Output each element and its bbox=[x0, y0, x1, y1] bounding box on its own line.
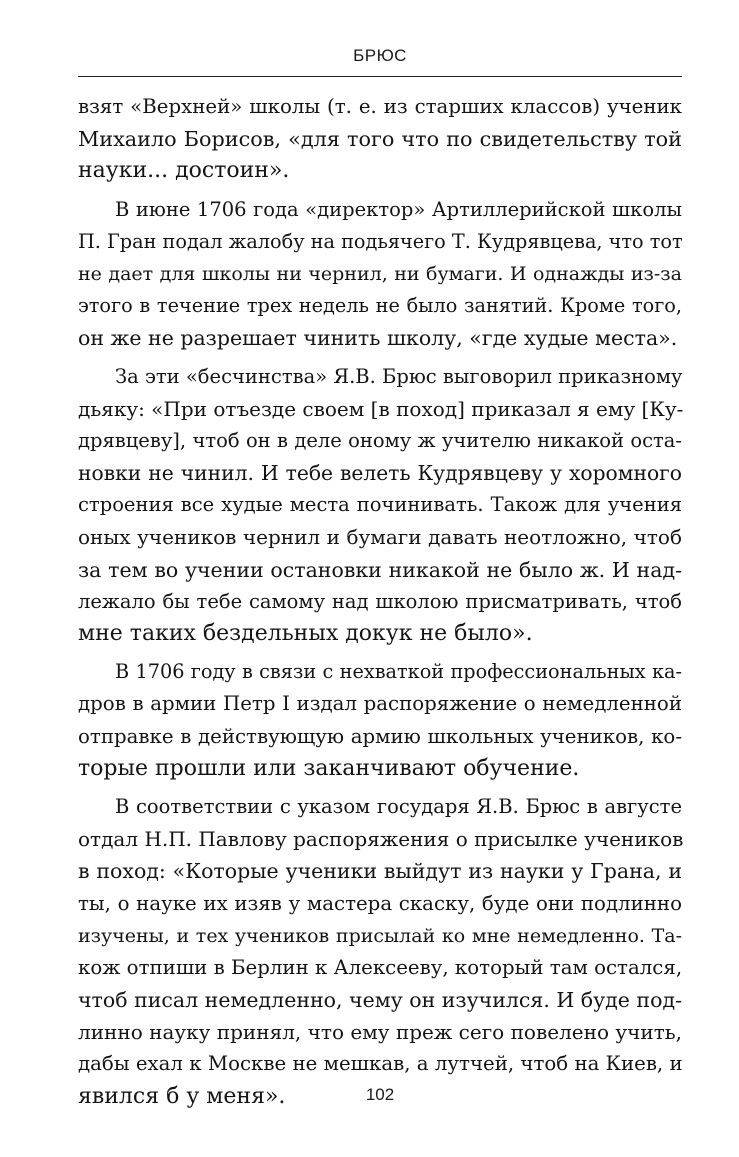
text-line: оных учеников чернил и бумаги давать неотложно, чтоб bbox=[78, 525, 682, 550]
text-line: ты, о науке их изяв у мастера скаску, буде они подлинно bbox=[78, 891, 682, 915]
text-line: дабы ехал к Москве не мешкав, а лутчей, чтоб на Киев, и bbox=[78, 1052, 683, 1076]
text-line: взят «Верхней» школы (т. е. из старших классов) ученик bbox=[78, 95, 682, 118]
text-line: отправке в действующую армию школьных учеников, ко- bbox=[78, 724, 682, 748]
text-line: чтоб писал немедленно, чему он изучился. И буде под- bbox=[78, 988, 682, 1013]
text-line: В июне 1706 года «директор» Артиллерийской школы bbox=[115, 197, 682, 221]
header-rule bbox=[78, 76, 682, 77]
text-line: новки не чинил. И тебе велеть Кудрявцеву у хоромного bbox=[78, 461, 682, 486]
text-line: этого в течение трех недель не было занятий. Кроме того, bbox=[78, 294, 682, 318]
paragraph bbox=[78, 361, 682, 651]
text-line: дьяку: «При отъезде своем [в поход] приказал я ему [Ку- bbox=[78, 396, 684, 421]
text-line: изучены, и тех учеников присылай ко мне немедленно. Та- bbox=[78, 924, 682, 947]
text-line: мне таких бездельных докук не было». bbox=[78, 621, 533, 646]
text-line: за тем во учении остановки никакой не было ж. И над- bbox=[78, 557, 682, 582]
text-line: в поход: «Которые ученики выйдут из науки у Грана, и bbox=[78, 859, 682, 884]
paragraph bbox=[78, 194, 682, 355]
running-title: БРЮС bbox=[353, 46, 407, 65]
text-line: лежало бы тебе самому над школою присматривать, чтоб bbox=[78, 589, 682, 613]
text-line: Михаило Борисов, «для того что по свидетельству той bbox=[78, 127, 682, 152]
text-line: В 1706 году в связи с нехваткой профессиональных ка- bbox=[115, 660, 682, 684]
text-line: линно науку принял, что ему преж сего повелено учить, bbox=[78, 1020, 682, 1045]
text-line: торые прошли или заканчивают обучение. bbox=[78, 755, 580, 781]
text-line: За эти «бесчинства» Я.В. Брюс выговорил приказному bbox=[115, 364, 683, 388]
page-number: 102 bbox=[365, 1085, 395, 1104]
text-line: дров в армии Петр I издал распоряжение о немедленной bbox=[78, 692, 682, 716]
text-line: отдал Н.П. Павлову распоряжения о присылке учеников bbox=[78, 827, 684, 852]
text-line: кож отпиши в Берлин к Алексееву, который там остался, bbox=[78, 955, 683, 979]
text-line: науки... достоин». bbox=[78, 158, 290, 184]
text-line: В соответствии с указом государя Я.В. Брюс в августе bbox=[115, 794, 682, 818]
text-line: явился б у меня». bbox=[78, 1083, 286, 1109]
text-line: строения все худые места починивать. Також для учения bbox=[78, 493, 682, 517]
body-text bbox=[78, 91, 682, 1113]
text-line: дрявцеву], чтоб он в деле оному ж учителю никакой оста- bbox=[78, 428, 682, 452]
paragraph bbox=[78, 656, 682, 785]
text-line: не дает для школы ни чернил, ни бумаги. И однажды из-за bbox=[78, 262, 682, 285]
paragraph bbox=[78, 791, 682, 1113]
text-line: П. Гран подал жалобу на подьячего Т. Кудрявцева, что тот bbox=[78, 229, 683, 253]
text-line: он же не разрешает чинить школу, «где худые места». bbox=[78, 326, 678, 351]
paragraph bbox=[78, 91, 682, 188]
